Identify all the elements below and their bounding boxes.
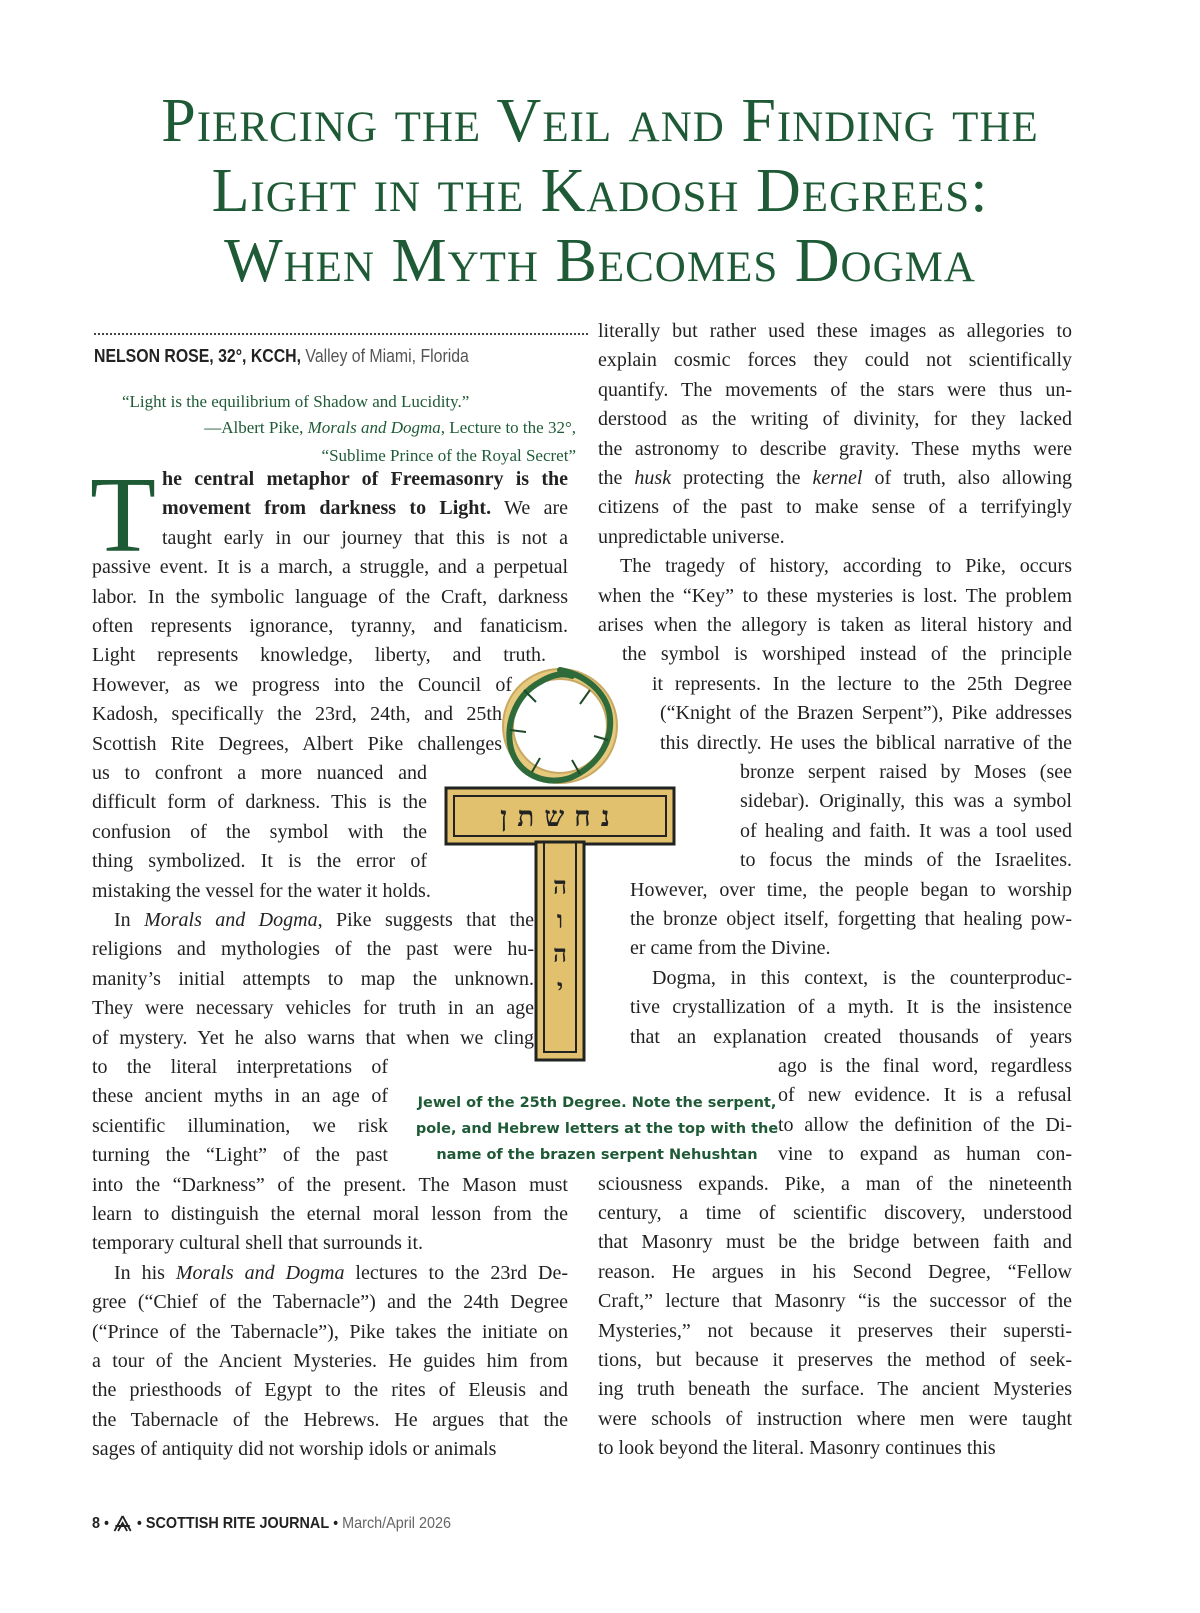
page-footer: 8 • • SCOTTISH RITE JOURNAL • March/April 2026 <box>92 1515 452 1533</box>
body-text-line: a tour of the Ancient Mysteries. He guides him from <box>92 1350 568 1372</box>
body-text-line: often represents ignorance, tyranny, and fanaticism. <box>92 615 568 637</box>
body-text-line: unpredictable universe. <box>598 525 785 548</box>
body-text-line: that Masonry must be the bridge between faith and <box>598 1231 1072 1254</box>
body-text-line: passive event. It is a march, a struggle, and a perpetual <box>92 556 568 579</box>
body-text-line: the husk protecting the kernel of truth, also allowing <box>598 467 1072 489</box>
body-text-line: into the “Darkness” of the present. The Mason must <box>92 1173 568 1196</box>
body-text-line: taught early in our journey that this is not a <box>162 526 568 549</box>
body-text-line: (“Knight of the Brazen Serpent”), Pike addresses <box>660 702 1072 725</box>
body-text-line: confusion of the symbol with the <box>92 820 427 843</box>
body-text-line: that an explanation created thousands of years <box>630 1025 1072 1048</box>
body-text-line: (“Prince of the Tabernacle”), Pike takes the initiate on <box>92 1320 568 1343</box>
jewel-image <box>440 656 680 1071</box>
body-text-line: However, as we progress into the Council of <box>92 673 512 696</box>
body-text-line: They were necessary vehicles for truth in an age <box>92 997 534 1020</box>
article-title <box>40 86 1160 296</box>
body-text-line: to focus the minds of the Israelites. <box>740 849 1072 872</box>
body-text-line: literally but rather used these images as allegories to <box>598 320 1072 342</box>
body-text-line: In his Morals and Dogma lectures to the 23rd De- <box>114 1261 568 1284</box>
body-text-line: the bronze object itself, forgetting that healing pow- <box>630 908 1072 930</box>
body-text-line: tive crystallization of a myth. It is the insistence <box>630 996 1072 1019</box>
body-text-line: movement from darkness to Light. We are <box>162 497 568 520</box>
body-text-line: thing symbolized. It is the error of <box>92 850 427 873</box>
body-text-line: The tragedy of history, according to Pike, occurs <box>620 555 1072 578</box>
title-line: When Myth Becomes Dogma <box>224 227 976 295</box>
image-caption <box>398 1090 796 1168</box>
title-line: Piercing the Veil and Finding the <box>161 87 1039 155</box>
body-text-line: tions, but because it preserves the method of seek- <box>598 1349 1072 1371</box>
epigraph-line: —Albert Pike, Morals and Dogma, Lecture to the 32°, <box>204 418 576 437</box>
body-text-line: turning the “Light” of the past <box>92 1144 388 1167</box>
issue-date: March/April 2026 <box>342 1515 452 1533</box>
body-text-line: gree (“Chief of the Tabernacle”) and the 24th Degree <box>92 1291 568 1314</box>
body-text-line: difficult form of darkness. This is the <box>92 791 427 814</box>
body-text-line: Light represents knowledge, liberty, and truth. <box>92 644 546 667</box>
body-text-line: learn to distinguish the eternal moral lesson from the <box>92 1203 568 1225</box>
body-text-line: to look beyond the literal. Masonry continues this <box>598 1437 996 1460</box>
byline <box>94 346 469 367</box>
body-text-line: er came from the Divine. <box>630 937 831 960</box>
body-text-line: sages of antiquity did not worship idols or animals <box>92 1438 497 1461</box>
body-text-line: In Morals and Dogma, Pike suggests that the <box>114 909 534 931</box>
body-text-line: manity’s initial attempts to map the unknown. <box>92 967 534 990</box>
body-text-line: the Tabernacle of the Hebrews. He argues that the <box>92 1408 568 1431</box>
body-text-line: sciousness expands. Pike, a man of the nineteenth <box>598 1172 1072 1195</box>
body-text-line: mistaking the vessel for the water it holds. <box>92 879 431 902</box>
hebrew-letter: י <box>556 973 564 1002</box>
epigraph-line: “Light is the equilibrium of Shadow and Lucidity.” <box>122 392 470 411</box>
body-text-line: religions and mythologies of the past were hu- <box>92 938 534 961</box>
body-text-line: quantify. The movements of the stars were thus un- <box>598 378 1072 401</box>
body-text-line: citizens of the past to make sense of a terrifyingly <box>598 496 1072 519</box>
body-text-line: of mystery. Yet he also warns that when we cling <box>92 1026 534 1049</box>
body-text-line: Craft,” lecture that Masonry “is the successor of the <box>598 1290 1072 1313</box>
body-text-line: to allow the definition of the Di- <box>778 1113 1072 1136</box>
body-text-line: to the literal interpretations of <box>92 1056 388 1078</box>
title-line: Light in the Kadosh Degrees: <box>211 157 989 225</box>
drop-cap: T <box>90 456 156 575</box>
body-text-line: of healing and faith. It was a tool used <box>740 819 1072 842</box>
body-text-line: derstood as the writing of divinity, for they lacked <box>598 408 1072 431</box>
caption-line: pole, and Hebrew letters at the top with the <box>415 1121 779 1137</box>
hebrew-letter: ה <box>553 871 567 900</box>
body-text-line: reason. He argues in his Second Degree, “Fellow <box>598 1260 1072 1283</box>
body-text-line: the astronomy to describe gravity. These myths were <box>598 437 1072 460</box>
body-text-line: these ancient myths in an age of <box>92 1085 388 1108</box>
caption-line: name of the brazen serpent Nehushtan <box>436 1147 758 1163</box>
page-number: 8 <box>92 1515 101 1533</box>
body-text-line: Scottish Rite Degrees, Albert Pike challenges <box>92 732 502 755</box>
hebrew-letter: ה <box>553 939 567 968</box>
body-text-line: bronze serpent raised by Moses (see <box>740 761 1072 783</box>
body-text-line: us to confront a more nuanced and <box>92 762 427 784</box>
body-text-line: labor. In the symbolic language of the Craft, darkness <box>92 585 568 608</box>
body-text-line: ago is the final word, regardless <box>778 1055 1072 1077</box>
body-text-line: the priesthoods of Egypt to the rites of Eleusis and <box>92 1379 568 1402</box>
body-text-line: scientific illumination, we risk <box>92 1114 388 1137</box>
body-text-line: sidebar). Originally, this was a symbol <box>740 790 1072 813</box>
hebrew-nehushtan: נחשתן <box>500 800 620 833</box>
author-place: Valley of Miami, Florida <box>305 346 469 366</box>
hebrew-letter: ו <box>556 905 564 934</box>
body-text-line: ing truth beneath the surface. The ancient Mysteries <box>598 1378 1072 1401</box>
body-text-line: it represents. In the lecture to the 25th Degree <box>652 672 1072 695</box>
byline-divider <box>94 333 588 335</box>
body-text-line: However, over time, the people began to worship <box>630 878 1072 901</box>
caption-line: Jewel of the 25th Degree. Note the serpent, <box>417 1095 777 1111</box>
body-text-line: when the “Key” to these mysteries is lost. The problem <box>598 584 1072 607</box>
journal-name: SCOTTISH RITE JOURNAL <box>145 1515 330 1533</box>
body-text-line: this directly. He uses the biblical narrative of the <box>660 731 1072 754</box>
body-text-line: the symbol is worshiped instead of the principle <box>622 643 1072 666</box>
body-text-line: arises when the allegory is taken as literal history and <box>598 614 1072 636</box>
body-text-line: Kadosh, specifically the 23rd, 24th, and 25th <box>92 703 502 726</box>
body-text-line: he central metaphor of Freemasonry is the <box>162 468 568 490</box>
body-text-line: Dogma, in this context, is the counterproduc- <box>652 966 1072 989</box>
square-compass-icon <box>113 1515 133 1533</box>
body-text-line: Mysteries,” not because it preserves their supersti- <box>598 1319 1072 1342</box>
body-text-line: were schools of instruction where men were taught <box>598 1407 1072 1430</box>
body-text-line: temporary cultural shell that surrounds it. <box>92 1232 424 1255</box>
author-name: NELSON ROSE, 32°, KCCH, <box>94 346 302 366</box>
epigraph-line: “Sublime Prince of the Royal Secret” <box>321 446 576 465</box>
body-text-line: century, a time of scientific discovery, understood <box>598 1202 1072 1224</box>
body-text-line: of new evidence. It is a refusal <box>778 1084 1072 1107</box>
body-text-line: vine to expand as human con- <box>778 1143 1072 1166</box>
body-text-line: explain cosmic forces they could not scientifically <box>598 349 1072 372</box>
